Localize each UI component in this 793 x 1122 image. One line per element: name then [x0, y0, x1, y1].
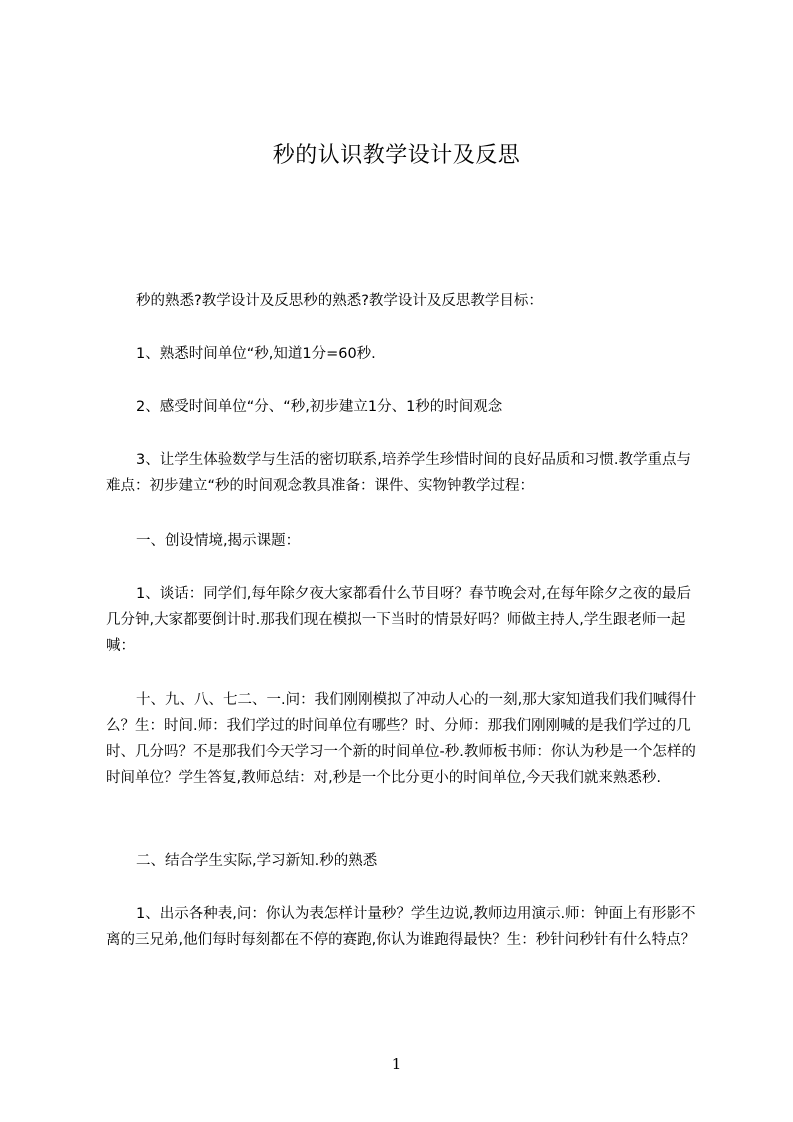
section-heading-2: 二、结合学生实际,学习新知.秒的熟悉: [136, 853, 378, 869]
paragraph-clock: 1、出示各种表,问：你认为表怎样计量秒？学生边说,教师边用演示.师：钟面上有形影不离的三兄弟,他们每时每刻都在不停的赛跑,你认为谁跑得最快？生：秒针问秒针有什么特点？: [106, 906, 696, 948]
section-heading-1: 一、创设情境,揭示课题：: [136, 533, 301, 549]
document-title: 秒的认识教学设计及反思: [272, 143, 521, 168]
paragraph-intro: 秒的熟悉?教学设计及反思秒的熟悉?教学设计及反思教学目标：: [136, 293, 543, 309]
paragraph-objective-1: 1、熟悉时间单位“秒,知道1分=60秒.: [136, 346, 376, 362]
page-number: 1: [391, 1055, 402, 1073]
paragraph-talk: 1、谈话：同学们,每年除夕夜大家都看什么节目呀？春节晚会对,在每年除夕之夜的最后几分钟,大家都要倒计时.那我们现在模拟一下当时的情景好吗？师做主持人,学生跟老师一起喊：: [106, 586, 691, 654]
paragraph-objective-2: 2、感受时间单位“分、“秒,初步建立1分、1秒的时间观念: [136, 399, 503, 415]
paragraph-countdown: 十、九、八、七二、一.问：我们刚刚模拟了冲动人心的一刻,那大家知道我们我们喊得什么？生：时间.师：我们学过的时间单位有哪些？时、分师：那我们刚刚喊的是我们学过的几时、几分吗？不是那我们今天学习一个新的时间单位-秒.教师板书师：你认为秒是一个怎样的时间单位？学生答复,教师总结：对,秒是一个比分更小的时间单位,今天我们就来熟悉秒.: [106, 692, 697, 786]
paragraph-objective-3: 3、让学生体验数学与生活的密切联系,培养学生珍惜时间的良好品质和习惯.教学重点与难点：初步建立“秒的时间观念教具准备：课件、实物钟教学过程：: [106, 452, 691, 494]
